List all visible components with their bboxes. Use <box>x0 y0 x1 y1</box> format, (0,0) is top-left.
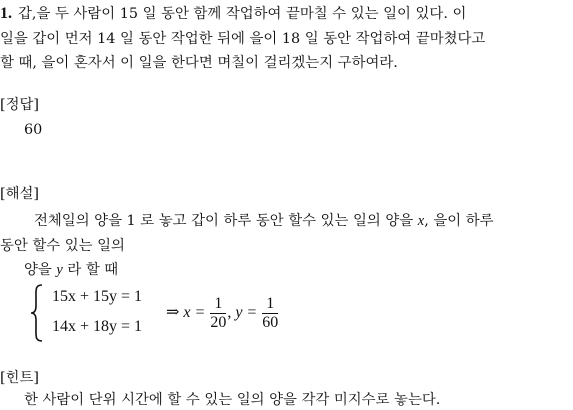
solution-header: [해설] <box>0 186 40 202</box>
equation-system <box>30 284 170 340</box>
solution-text-1a: 전체일의 양을 1 로 놓고 갑이 하루 동안 할수 있는 일의 양을 <box>34 213 414 229</box>
solution-line-2: 동안 할수 있는 일의 <box>0 238 125 254</box>
hint-text: 한 사람이 단위 시간에 할 수 있는 일의 양을 각각 미지수로 놓는다. <box>24 392 441 408</box>
solution-line-3 <box>24 260 118 280</box>
question-number: 1. <box>0 5 12 22</box>
answer-header: [정답] <box>0 97 40 113</box>
solution-text-1b: , 을이 하루 <box>424 213 494 229</box>
solution-text-3b: 라 할 때 <box>67 262 119 278</box>
fraction-y <box>262 295 278 332</box>
fraction-y-numerator: 1 <box>262 295 278 314</box>
variable-x: x <box>417 213 425 229</box>
question-line-1 <box>0 4 466 24</box>
equation-2: 14x + 18y = 1 <box>52 318 143 335</box>
solution-line-1 <box>34 211 494 231</box>
question-line-2: 일을 갑이 먼저 14 일 동안 작업한 뒤에 을이 18 일 동안 작업하여 끝마쳤다고 <box>0 31 486 47</box>
equation-1: 15x + 15y = 1 <box>52 288 143 305</box>
result-y-label: y = <box>235 304 258 322</box>
left-brace-icon <box>30 284 44 342</box>
question-text-1: 갑,을 두 사람이 15 일 동안 함께 작업하여 끝마칠 수 있는 일이 있다. 이 <box>18 6 467 22</box>
fraction-x-numerator: 1 <box>210 295 226 314</box>
hint-header: [힌트] <box>0 370 40 386</box>
question-line-3: 할 때, 을이 혼자서 이 일을 한다면 며칠이 걸리겠는지 구하여라. <box>0 55 398 71</box>
fraction-x-denominator: 20 <box>210 314 227 331</box>
solution-text-3a: 양을 <box>24 262 52 278</box>
result-comma: , <box>227 304 232 322</box>
implies-arrow: ⇒ <box>166 304 180 322</box>
result-x-label: x = <box>183 304 206 322</box>
answer-value: 60 <box>24 122 43 138</box>
fraction-y-denominator: 60 <box>262 314 279 331</box>
fraction-x <box>210 295 226 332</box>
variable-y: y <box>56 262 63 278</box>
solution-result <box>166 295 279 332</box>
